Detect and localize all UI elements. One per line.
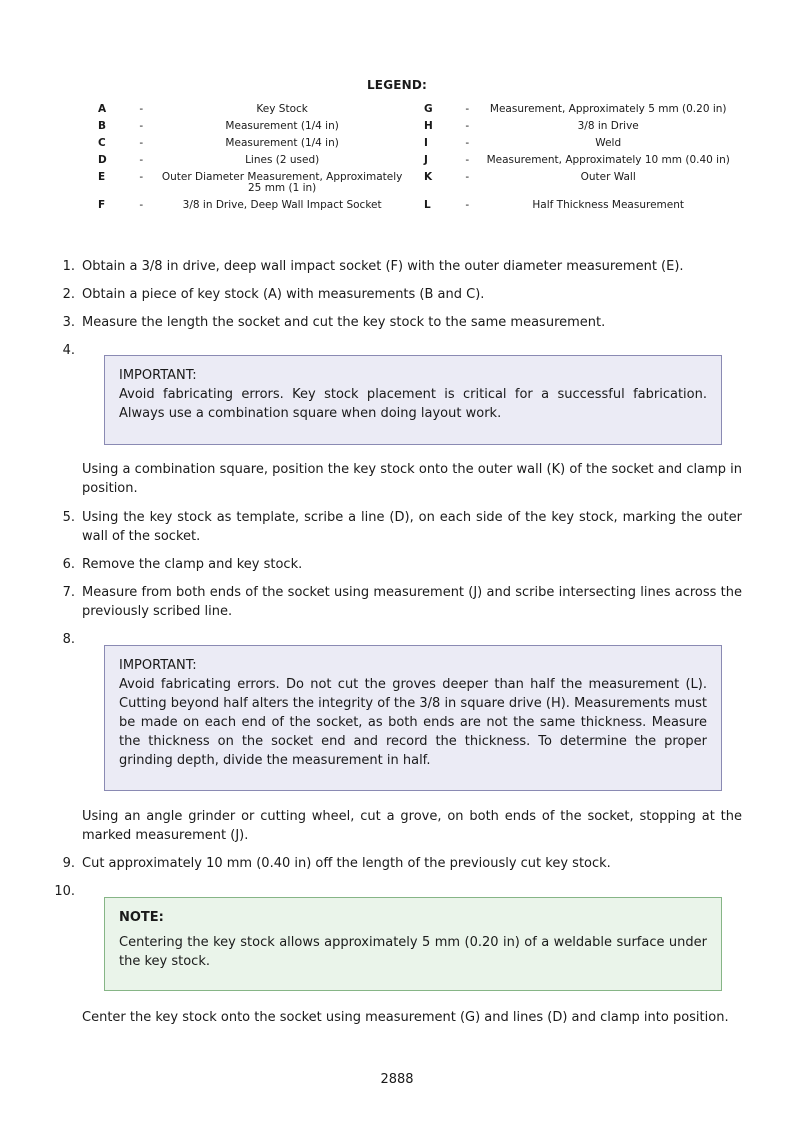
notice-heading: IMPORTANT: [119,368,197,383]
legend-letter: F [98,199,106,211]
legend-letter: E [98,171,106,183]
step-number: 1. [62,259,75,274]
step-number: 2. [62,287,75,302]
legend-dash: - [465,137,470,149]
step-text: Measure from both ends of the socket using measurement (J) and scribe intersecting lines across the previously scribed line. [82,585,742,619]
legend-row [98,172,730,200]
step-text: Cut approximately 10 mm (0.40 in) off the length of the previously cut key stock. [82,856,611,871]
legend-description: Measurement, Approximately 5 mm (0.20 in) [489,103,727,115]
notice-text: Avoid fabricating errors. Do not cut the groves deeper than half the measurement (L). Cutting beyond half alters the integrity of the 3/8 in square drive (H). Measurements must be made on each end of the socket, as both ends are not the same thickness. Measure the thickness on the socket end and record the thickness. To determine the proper grinding depth, divide the measurement in half. [119,677,707,768]
legend-description: Half Thickness Measurement [532,199,684,211]
legend-letter: C [98,137,106,149]
legend-description: 3/8 in Drive [577,120,639,132]
legend-dash: - [139,154,144,166]
legend-letter: K [424,171,433,183]
step-number: 4. [62,343,75,358]
legend-letter: G [424,103,433,115]
legend-dash: - [465,120,470,132]
notice-text: Avoid fabricating errors. Key stock placement is critical for a successful fabrication. Always use a combination square when doing layout work. [119,387,707,421]
step-number: 5. [62,510,75,525]
step-text: Using a combination square, position the key stock onto the outer wall (K) of the socket and clamp in position. [82,462,742,496]
important-notice [104,645,722,791]
legend-description: Measurement (1/4 in) [225,137,339,149]
legend-dash: - [465,103,470,115]
legend-dash: - [139,171,144,183]
legend-table [98,104,730,217]
legend-gap [404,172,424,200]
legend-description: 3/8 in Drive, Deep Wall Impact Socket [182,199,382,211]
note-notice [104,897,722,991]
step-text: Remove the clamp and key stock. [82,557,303,572]
legend-letter: A [98,103,107,115]
step-text: Center the key stock onto the socket using measurement (G) and lines (D) and clamp into position. [82,1010,729,1025]
legend-gap [404,138,424,155]
step-text: Measure the length the socket and cut the key stock to the same measurement. [82,315,606,330]
legend-description: Key Stock [256,103,308,115]
legend-letter: I [424,137,428,149]
step-text: Obtain a 3/8 in drive, deep wall impact socket (F) with the outer diameter measurement (E). [82,259,684,274]
legend-description: Weld [595,137,622,149]
legend-description: Measurement, Approximately 10 mm (0.40 in) [486,154,730,166]
legend-row [98,138,730,155]
legend-dash: - [139,199,144,211]
legend-dash: - [139,137,144,149]
legend-letter: L [424,199,431,211]
legend-description: Outer Wall [580,171,636,183]
legend-dash: - [139,103,144,115]
legend-row [98,121,730,138]
step-number: 7. [62,585,75,600]
step-number: 10. [54,884,75,899]
legend-description: Measurement (1/4 in) [225,120,339,132]
legend-row [98,104,730,121]
legend-dash: - [465,154,470,166]
step-text: Using the key stock as template, scribe a line (D), on each side of the key stock, marking the outer wall of the socket. [82,510,742,544]
legend-gap [404,104,424,121]
legend-title: LEGEND: [366,78,428,92]
legend-gap [404,200,424,217]
legend-dash: - [465,199,470,211]
page-number: 2888 [380,1072,414,1087]
step-number: 6. [62,557,75,572]
legend-row [98,200,730,217]
legend-body [98,104,730,217]
legend-description: Lines (2 used) [245,154,320,166]
notice-text: Centering the key stock allows approximately 5 mm (0.20 in) of a weldable surface under the key stock. [119,935,707,969]
notice-heading: NOTE: [119,910,164,925]
step-text: Obtain a piece of key stock (A) with measurements (B and C). [82,287,485,302]
legend-letter: J [424,154,428,166]
legend-gap [404,155,424,172]
legend-letter: H [424,120,433,132]
legend-letter: B [98,120,107,132]
legend-letter: D [98,154,107,166]
legend-dash: - [465,171,470,183]
notice-heading: IMPORTANT: [119,658,197,673]
step-number: 9. [62,856,75,871]
step-text: Using an angle grinder or cutting wheel, cut a grove, on both ends of the socket, stopping at the marked measurement (J). [82,809,742,843]
important-notice [104,355,722,445]
step-number: 3. [62,315,75,330]
legend-row [98,155,730,172]
legend-description: Outer Diameter Measurement, Approximately 25 mm (1 in) [161,171,403,194]
legend-dash: - [139,120,144,132]
step-number: 8. [62,632,75,647]
legend-gap [404,121,424,138]
